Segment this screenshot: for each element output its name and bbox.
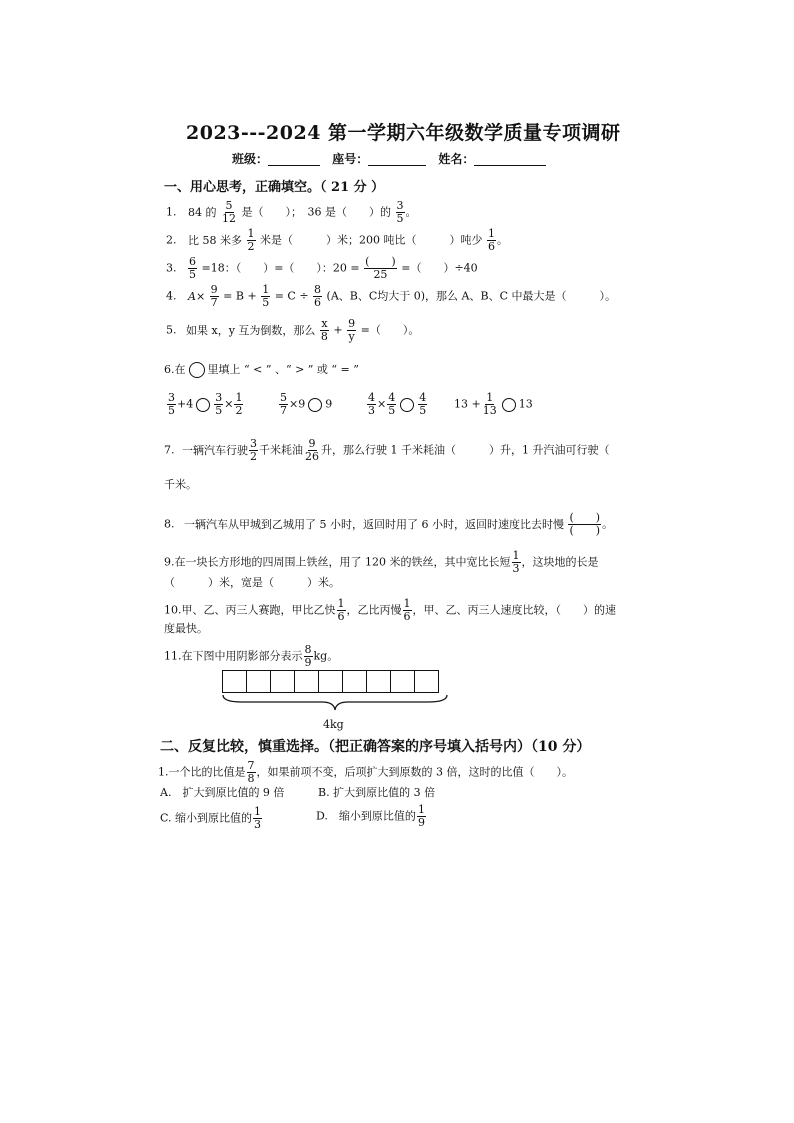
q1-text-b[interactable]: 是（ ）； 36 是（ ）的 xyxy=(241,205,391,219)
q5-text-b: + xyxy=(333,323,343,337)
q4-text-c: = C ÷ xyxy=(274,289,309,303)
q10-text-c[interactable]: ，甲、乙、丙三人速度比较，（ ）的速 xyxy=(412,603,616,617)
q3-fraction-2: $\frac{( )}{25}$ xyxy=(365,255,396,281)
question-10 xyxy=(164,598,634,623)
s2-q1-text-a: 一个比的比值是 xyxy=(168,765,246,779)
question-2: 2. 比 58 米多 $\frac{1}{2}$ 米是（ ）米；200 吨比（ ）吨少 $\frac{1}{6}$ 。 xyxy=(166,227,508,253)
q6-expression-1: $\frac{3}{5}$ +4 $\frac{3}{5}$ × $\frac{1}{2}$ xyxy=(168,391,243,417)
option-a[interactable]: A. 扩大到原比值的 9 倍 xyxy=(160,786,285,799)
shading-box[interactable] xyxy=(271,671,295,692)
circle-icon xyxy=(189,362,205,378)
class-label: 班级： xyxy=(232,152,269,166)
q10-fraction-1: $\frac{1}{6}$ xyxy=(337,598,345,623)
compare-circle-2[interactable] xyxy=(308,398,322,412)
q7-text-a: 一辆汽车行驶 xyxy=(182,443,248,457)
brace-icon xyxy=(222,694,448,712)
question-11 xyxy=(164,644,338,669)
option-d[interactable]: D. 缩小到原比值的 $\frac{1}{9}$ xyxy=(316,803,425,829)
option-c[interactable]: C. 缩小到原比值的 $\frac{1}{3}$ xyxy=(160,805,262,831)
q2-text-a: 比 58 米多 xyxy=(188,233,242,247)
shading-box[interactable] xyxy=(343,671,367,692)
student-info xyxy=(232,152,546,166)
q3-fraction-1: $\frac{6}{5}$ xyxy=(189,255,196,281)
q6-expression-3: $\frac{4}{3}$ × $\frac{4}{5}$ $\frac{4}{5}$ xyxy=(368,391,427,417)
question-3 xyxy=(166,256,478,281)
q2-number: 2. xyxy=(166,233,177,247)
q6-intro: 在 xyxy=(174,363,186,376)
seat-label: 座号： xyxy=(332,152,369,166)
q1-fraction-1: $\frac{5}{12}$ xyxy=(222,199,236,225)
question-5 xyxy=(166,318,419,343)
q4-fraction-2: $\frac{1}{5}$ xyxy=(262,283,270,309)
name-field[interactable] xyxy=(474,153,546,166)
q7-text-c[interactable]: 升，那么行驶 1 千米耗油（ ）升，1 升汽油可行驶（ xyxy=(321,443,610,457)
q6-expression-2: $\frac{5}{7}$ ×9 9 xyxy=(280,391,333,417)
shading-box[interactable] xyxy=(223,671,247,692)
q9-line-2[interactable]: （ ）米，宽是（ ）米。 xyxy=(164,576,340,589)
q2-fraction-2: $\frac{1}{6}$ xyxy=(488,227,495,253)
q8-answer-fraction[interactable]: $\frac{( )}{( )}$ xyxy=(569,511,601,537)
q9-text-a: 在一块长方形地的四周围上铁丝，用了 120 米的铁丝，其中宽比长短 xyxy=(174,555,511,569)
q7-text-b: 千米耗油 xyxy=(259,443,303,457)
q4-fraction-3: $\frac{8}{6}$ xyxy=(314,283,322,309)
q7-fraction-2: $\frac{9}{26}$ xyxy=(305,438,319,463)
q1-text-a: 84 的 xyxy=(188,205,217,219)
q10-fraction-2: $\frac{1}{6}$ xyxy=(403,598,411,623)
compare-circle-4[interactable] xyxy=(502,398,516,412)
q1-fraction-2: $\frac{3}{5}$ xyxy=(396,199,404,225)
q7-fraction-1: $\frac{3}{2}$ xyxy=(250,438,257,463)
shading-box[interactable] xyxy=(319,671,343,692)
q5-fraction-2: $\frac{9}{y}$ xyxy=(348,317,356,343)
question-8: 8. 一辆汽车从甲城到乙城用了 5 小时，返回时用了 6 小时，返回时速度比去时慢 $\frac{( )}{( )}$ 。 xyxy=(164,511,614,537)
q3-text-a[interactable]: =18：（ ）=（ ）：20 = xyxy=(201,261,360,275)
q10-number: 10. xyxy=(164,603,182,617)
s2-q1-number: 1. xyxy=(158,765,169,779)
section1-title: 一、用心思考，正确填空。（ 21 分 ） xyxy=(164,180,385,195)
q11-text-a: 在下图中用阴影部分表示 xyxy=(181,649,303,663)
q3-text-b[interactable]: =（ ）÷40 xyxy=(401,261,478,275)
q4-fraction-1: $\frac{9}{7}$ xyxy=(210,283,218,309)
name-label: 姓名： xyxy=(438,152,475,166)
q6-number: 6. xyxy=(164,363,175,376)
page-title: 2023---2024 第一学期六年级数学质量专项调研 xyxy=(186,122,621,144)
q11-text-b: kg。 xyxy=(313,649,339,663)
q9-fraction: $\frac{1}{3}$ xyxy=(512,550,520,575)
q9-number: 9. xyxy=(164,555,175,569)
option-b[interactable]: B. 扩大到原比值的 3 倍 xyxy=(318,786,436,799)
class-field[interactable] xyxy=(268,153,320,166)
q8-text-a: 一辆汽车从甲城到乙城用了 5 小时，返回时用了 6 小时，返回时速度比去时慢 xyxy=(184,517,564,531)
q4-text-b: = B + xyxy=(223,289,257,303)
question-6 xyxy=(164,362,359,378)
q1-number: 1. xyxy=(166,205,177,219)
q5-text-c[interactable]: =（ ）。 xyxy=(360,323,420,337)
shading-boxes xyxy=(222,670,439,693)
shading-box[interactable] xyxy=(295,671,319,692)
seat-field[interactable] xyxy=(368,153,426,166)
s2-question-1 xyxy=(158,760,573,785)
q11-fraction: $\frac{8}{9}$ xyxy=(304,643,312,669)
question-7 xyxy=(164,438,634,463)
shading-box[interactable] xyxy=(247,671,271,692)
q10-text-b: ，乙比丙慢 xyxy=(346,603,402,617)
q3-number: 3. xyxy=(166,261,177,275)
q5-text-a: 如果 x，y 互为倒数，那么 xyxy=(186,323,316,337)
q4-text-d[interactable]: (A、B、C均大于 0)，那么 A、B、C 中最大是（ ）。 xyxy=(326,289,616,303)
q2-text-b[interactable]: 米是（ ）米；200 吨比（ ）吨少 xyxy=(260,233,483,247)
compare-circle-3[interactable] xyxy=(400,398,414,412)
q7-line-2: 千米。 xyxy=(164,478,197,491)
q10-line-2: 度最快。 xyxy=(164,622,208,635)
q11-number: 11. xyxy=(164,649,182,663)
section2-title: 二、反复比较，慎重选择。（把正确答案的序号填入括号内）（10 分） xyxy=(160,739,591,755)
shading-box[interactable] xyxy=(391,671,415,692)
q9-text-b: ，这块地的长是 xyxy=(521,555,599,569)
q4-text-a: A× xyxy=(188,289,206,303)
q6-intro-2: 里填上 “ < ” 、“ > ” 或 “ = ” xyxy=(207,363,359,376)
s2-q1-fraction: $\frac{7}{8}$ xyxy=(247,759,255,785)
q10-text-a: 甲、乙、丙三人赛跑，甲比乙快 xyxy=(181,603,336,617)
q6-expression-4: 13 + $\frac{1}{13}$ 13 xyxy=(454,391,533,417)
q5-fraction-1: $\frac{x}{8}$ xyxy=(320,317,328,343)
shading-box[interactable] xyxy=(367,671,391,692)
q5-number: 5. xyxy=(166,323,177,337)
q8-number: 8. xyxy=(164,517,175,531)
q4-number: 4. xyxy=(166,289,177,303)
question-4 xyxy=(166,284,616,309)
q7-number: 7. xyxy=(164,443,175,457)
compare-circle-1[interactable] xyxy=(196,398,210,412)
question-1: 1. 84 的 $\frac{5}{12}$ 是（ ）； 36 是（ ）的 $\frac{3}{5}$ 。 xyxy=(166,199,417,225)
question-9 xyxy=(164,550,634,575)
brace-label: 4kg xyxy=(323,718,344,731)
shading-box[interactable] xyxy=(415,671,438,692)
s2-q1-text-b[interactable]: ，如果前项不变，后项扩大到原数的 3 倍，这时的比值（ ）。 xyxy=(256,765,573,779)
q2-fraction-1: $\frac{1}{2}$ xyxy=(247,227,255,253)
